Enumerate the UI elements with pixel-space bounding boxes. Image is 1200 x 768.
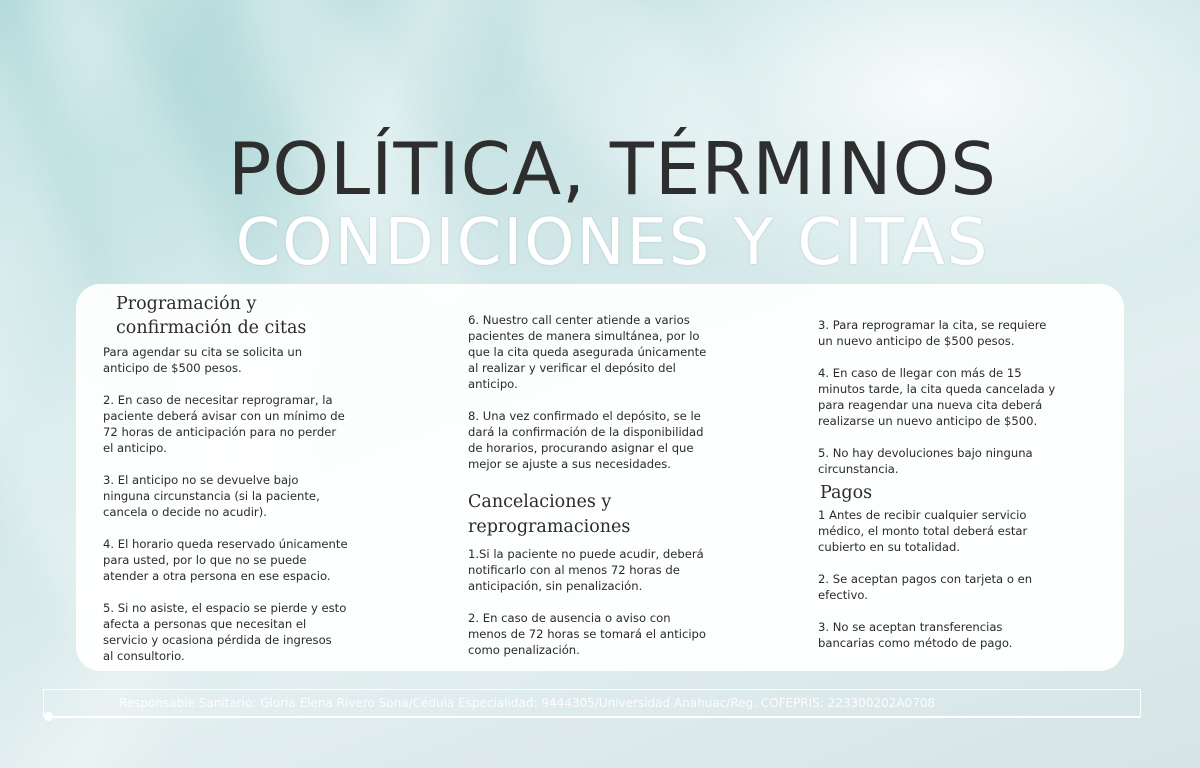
title-line-2: CONDICIONES Y CITAS — [235, 206, 990, 280]
paragraph: 6. Nuestro call center atiende a varios pacientes de manera simultánea, por lo que la cita queda asegurada únicamente al realizar y verificar el depósito del anticipo. — [468, 313, 707, 391]
paragraph: 1 Antes de recibir cualquier servicio médico, el monto total deberá estar cubierto en su totalidad. — [818, 508, 1028, 554]
column-scheduling — [103, 284, 383, 680]
footer-divider — [50, 716, 1140, 718]
paragraph: 4. El horario queda reservado únicamente para usted, por lo que no se puede atender a otra persona en ese espacio. — [103, 537, 348, 583]
footer-sanitary-info: Responsable Sanitario: Gloria Elena Rivero Sona/Cédula Especialidad: 9444305/Universidad Anahuac/Reg. COFEPRIS: 223300202A0708 — [119, 696, 936, 710]
footer-dot-icon — [44, 712, 53, 721]
heading-payments: Pagos — [820, 483, 873, 503]
footer-frame — [43, 689, 1141, 717]
title-line-1: POLÍTICA, TÉRMINOS — [227, 127, 998, 211]
paragraph: 3. No se aceptan transferencias bancarias como método de pago. — [818, 620, 1013, 650]
paragraph: 4. En caso de llegar con más de 15 minutos tarde, la cita queda cancelada y para reagendar una nueva cita deberá realizarse un nuevo anticipo de $500. — [818, 366, 1056, 428]
paragraph: Para agendar su cita se solicita un anticipo de $500 pesos. — [103, 345, 303, 375]
content-panel — [76, 284, 1124, 671]
paragraph: 5. Si no asiste, el espacio se pierde y esto afecta a personas que necesitan el servicio y ocasiona pérdida de ingresos al consultorio. — [103, 601, 347, 663]
paragraph: 2. Se aceptan pagos con tarjeta o en efectivo. — [818, 572, 1033, 602]
paragraph: 3. El anticipo no se devuelve bajo ninguna circunstancia (si la paciente, cancela o decide no acudir). — [103, 473, 320, 519]
column-call-center — [468, 312, 758, 674]
paragraph: 1.Si la paciente no puede acudir, deberá notificarlo con al menos 72 horas de anticipación, sin penalización. — [468, 547, 704, 593]
paragraph: 2. En caso de ausencia o aviso con menos de 72 horas se tomará el anticipo como penalización. — [468, 611, 707, 657]
paragraph: 3. Para reprogramar la cita, se requiere un nuevo anticipo de $500 pesos. — [818, 318, 1047, 348]
paragraph: 2. En caso de necesitar reprogramar, la paciente deberá avisar con un mínimo de 72 horas de anticipación para no perder el anticipo. — [103, 393, 345, 455]
heading-scheduling: Programación y confirmación de citas — [116, 294, 307, 338]
title-block — [0, 127, 1200, 280]
paragraph: 8. Una vez confirmado el depósito, se le dará la confirmación de la disponibilidad de horarios, procurando asignar el que mejor se ajuste a sus necesidades. — [468, 409, 704, 471]
heading-cancellations: Cancelaciones y reprogramaciones — [468, 492, 631, 537]
paragraph: 5. No hay devoluciones bajo ninguna circunstancia. — [818, 446, 1033, 476]
column-payments — [818, 317, 1098, 667]
